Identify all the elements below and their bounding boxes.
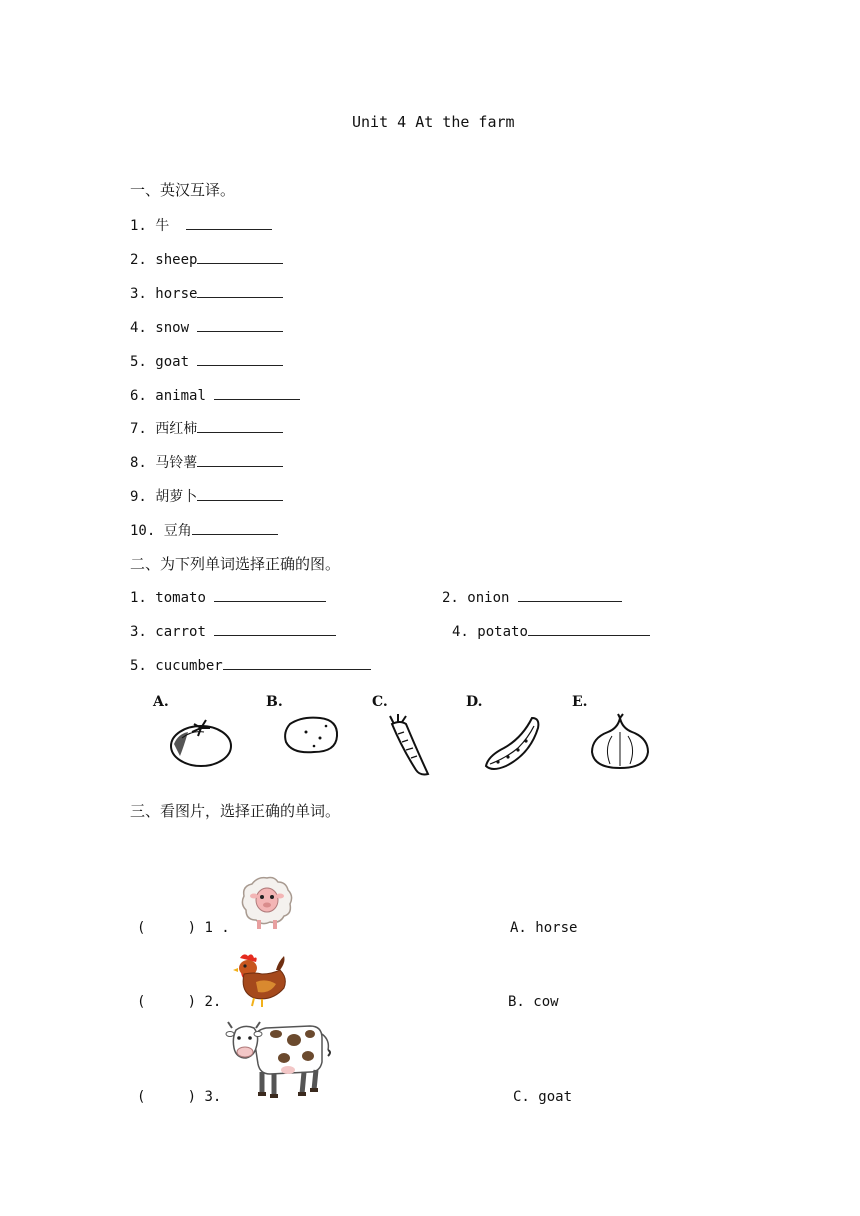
answer-blank [197, 283, 283, 298]
s1-item-7 [130, 418, 283, 438]
item-word: 马铃薯 [155, 455, 198, 471]
s3-item-1 [137, 920, 230, 936]
answer-blank [214, 621, 336, 636]
answer-blank [223, 655, 371, 670]
item-number: 4. [130, 320, 147, 336]
answer-blank [186, 215, 272, 230]
item-number: 5. [130, 658, 147, 674]
item-word: potato [477, 624, 528, 640]
answer-blank [197, 418, 283, 433]
item-word: tomato [155, 590, 206, 606]
item-number: 10. [130, 523, 156, 539]
item-word: 豆角 [163, 523, 192, 539]
s1-item-4 [130, 317, 283, 336]
answer-paren: ( ) [137, 920, 197, 936]
onion-icon [588, 714, 652, 772]
potato-icon [282, 714, 340, 756]
cow-icon [226, 1018, 332, 1100]
item-word: horse [155, 286, 198, 302]
picture-letter-b: B. [266, 694, 283, 710]
item-word: onion [467, 590, 510, 606]
s1-item-9 [130, 486, 283, 506]
s3-item-3 [137, 1089, 221, 1105]
item-number: 9. [130, 489, 147, 505]
section1-heading: 一、英汉互译。 [130, 181, 236, 199]
item-number: 1. [130, 590, 147, 606]
answer-paren: ( ) [137, 994, 197, 1010]
item-word: goat [155, 354, 190, 370]
option-letter: B. [508, 994, 525, 1010]
hen-icon [232, 952, 288, 1008]
answer-paren: ( ) [137, 1089, 197, 1105]
page-title: Unit 4 At the farm [352, 113, 515, 131]
item-number: 2. [204, 994, 222, 1010]
answer-blank [197, 351, 283, 366]
item-number: 7. [130, 421, 147, 437]
answer-blank [192, 520, 278, 535]
s2-item-2 [442, 587, 622, 606]
option-word: goat [538, 1089, 573, 1105]
answer-blank [197, 249, 283, 264]
s2-item-5 [130, 655, 371, 674]
picture-letter-c: C. [372, 694, 388, 710]
section3-heading: 三、看图片，选择正确的单词。 [130, 802, 341, 820]
item-number: 1 . [204, 920, 230, 936]
s1-item-3 [130, 283, 283, 302]
answer-blank [197, 486, 283, 501]
item-word: snow [155, 320, 190, 336]
picture-letter-d: D. [466, 694, 483, 710]
option-a [510, 920, 577, 936]
item-number: 2. [130, 252, 147, 268]
s1-item-2 [130, 249, 283, 268]
carrot-icon [386, 714, 434, 778]
item-word: cucumber [155, 658, 223, 674]
answer-blank [214, 587, 326, 602]
answer-blank [528, 621, 650, 636]
s2-item-1 [130, 587, 326, 606]
answer-blank [197, 452, 283, 467]
item-word: 牛 [155, 218, 170, 234]
section2-heading: 二、为下列单词选择正确的图。 [130, 555, 341, 573]
option-word: cow [533, 994, 559, 1010]
item-word: 西红柿 [155, 421, 198, 437]
item-word: 胡萝卜 [155, 489, 198, 505]
item-word: sheep [155, 252, 198, 268]
option-b [508, 994, 559, 1010]
sheep-icon [240, 874, 294, 932]
s1-item-10 [130, 520, 278, 540]
s1-item-1 [130, 215, 272, 235]
item-number: 2. [442, 590, 459, 606]
option-letter: C. [513, 1089, 530, 1105]
item-number: 1. [130, 218, 147, 234]
item-number: 6. [130, 388, 147, 404]
picture-letter-e: E. [572, 694, 588, 710]
option-letter: A. [510, 920, 527, 936]
tomato-icon [168, 716, 234, 768]
answer-blank [214, 385, 300, 400]
s2-item-4 [452, 621, 650, 640]
item-number: 3. [204, 1089, 222, 1105]
item-number: 8. [130, 455, 147, 471]
item-word: carrot [155, 624, 206, 640]
s2-item-3 [130, 621, 336, 640]
s1-item-8 [130, 452, 283, 472]
s1-item-6 [130, 385, 300, 404]
item-word: animal [155, 388, 206, 404]
item-number: 4. [452, 624, 469, 640]
option-c [513, 1089, 572, 1105]
option-word: horse [535, 920, 578, 936]
s1-item-5 [130, 351, 283, 370]
item-number: 3. [130, 624, 147, 640]
item-number: 5. [130, 354, 147, 370]
picture-letter-a: A. [153, 694, 169, 710]
s3-item-2 [137, 994, 221, 1010]
answer-blank [197, 317, 283, 332]
cucumber-icon [482, 714, 542, 772]
answer-blank [518, 587, 622, 602]
item-number: 3. [130, 286, 147, 302]
